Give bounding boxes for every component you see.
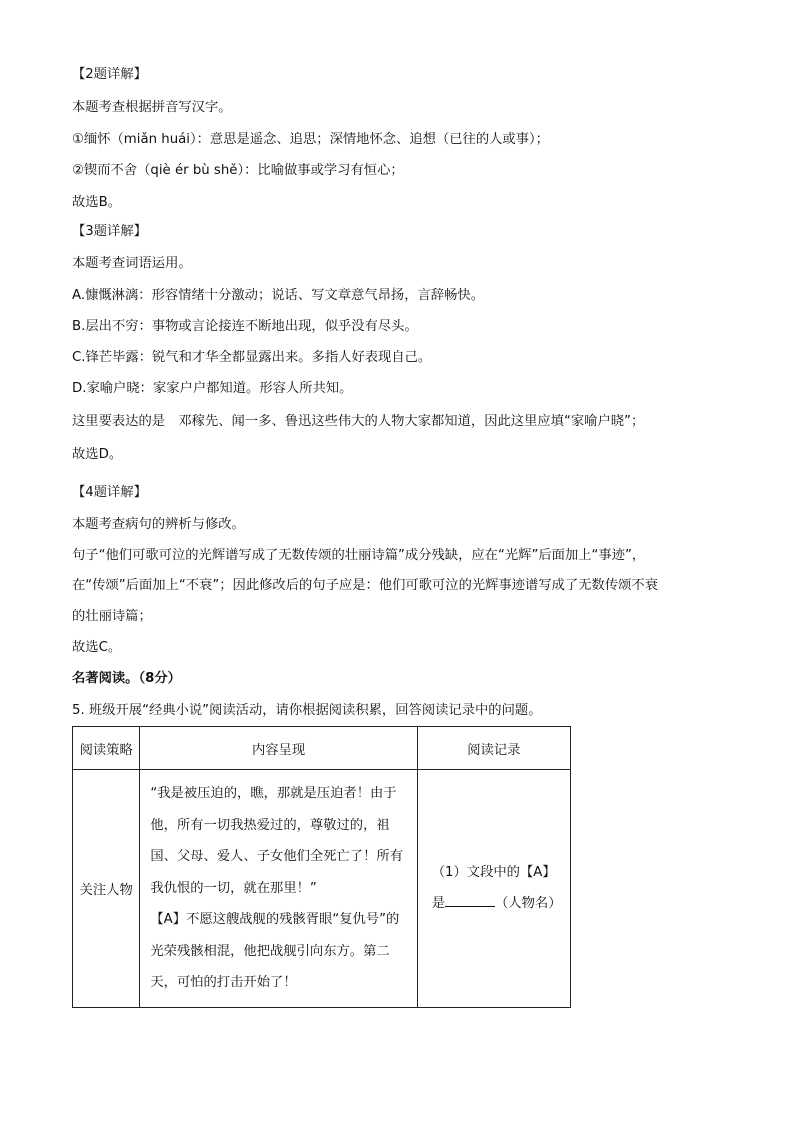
q3-answer: 故选D。 [72,447,123,462]
q3-option-a: A.慷慨淋漓：形容情绪十分激动；说话、写文章意气昂扬，言辞畅快。 [72,288,484,303]
header-content: 内容呈现 [140,727,417,770]
record-question: （1）文段中的【A】 [431,865,556,881]
q4-heading: 【4题详解】 [72,485,147,500]
question-5-prompt: 5. 班级开展“经典小说”阅读活动，请你根据阅读积累，回答阅读记录中的问题。 [72,703,542,718]
cell-strategy: 关注人物 [73,770,140,1008]
q4-explanation-1: 句子“他们可歌可泣的光辉谱写成了无数传颂的壮丽诗篇”成分残缺，应在“光辉”后面加上“事迹”， [72,548,646,563]
record-prefix: 是 [431,896,446,912]
q3-intro: 本题考查词语运用。 [72,256,192,271]
q4-explanation-3: 的壮丽诗篇； [72,609,152,624]
record-answer-line [432,888,564,919]
q3-option-c: C.锋芒毕露：锐气和才华全都显露出来。多指人好表现自己。 [72,350,432,365]
q3-option-d: D.家喻户晓：家家户户都知道。形容人所共知。 [72,381,353,396]
reading-record-table [72,726,571,1008]
q3-option-b: B.层出不穷：事物或言论接连不断地出现，似乎没有尽头。 [72,319,418,334]
q2-intro: 本题考查根据拼音写汉字。 [72,100,232,115]
q3-heading: 【3题详解】 [72,224,147,239]
q2-item-1: ①缅怀（miǎn huái）：意思是遥念、追思；深情地怀念、追想（已往的人或事）； [72,132,549,147]
cell-record [417,770,570,1008]
q4-intro: 本题考查病句的辨析与修改。 [72,517,245,532]
q4-explanation-2: 在“传颂”后面加上“不衰”；因此修改后的句子应是：他们可歌可泣的光辉事迹谱写成了无数传颂不衰 [72,578,659,593]
section-title: 名著阅读。（8分） [72,671,181,686]
q2-heading: 【2题详解】 [72,67,147,82]
header-strategy: 阅读策略 [73,727,140,770]
q2-item-2: ②锲而不舍（qiè ér bù shě）：比喻做事或学习有恒心； [72,163,404,178]
cell-content [140,770,417,1008]
q2-answer: 故选B。 [72,195,122,210]
record-suffix: （人物名） [495,896,562,912]
table-row [73,770,571,1008]
answer-blank[interactable] [445,892,495,907]
q4-answer: 故选C。 [72,640,122,655]
q3-explanation: 这里要表达的是 邓稼先、闻一多、鲁迅这些伟大的人物大家都知道，因此这里应填“家喻户晓”； [72,414,645,429]
header-record: 阅读记录 [417,727,570,770]
content-quote: “我是被压迫的，瞧，那就是压迫者！由于他，所有一切我热爱过的，尊敬过的，祖国、父母、爱人、子女他们全死亡了！所有我仇恨的一切，就在那里！” [150,786,403,896]
content-narration: 【A】不愿这艘战舰的残骸胥眼“复仇号”的光荣残骸相混，他把战舰引向东方。第二天，可怕的打击开始了！ [150,912,400,990]
table-header-row [73,727,571,770]
